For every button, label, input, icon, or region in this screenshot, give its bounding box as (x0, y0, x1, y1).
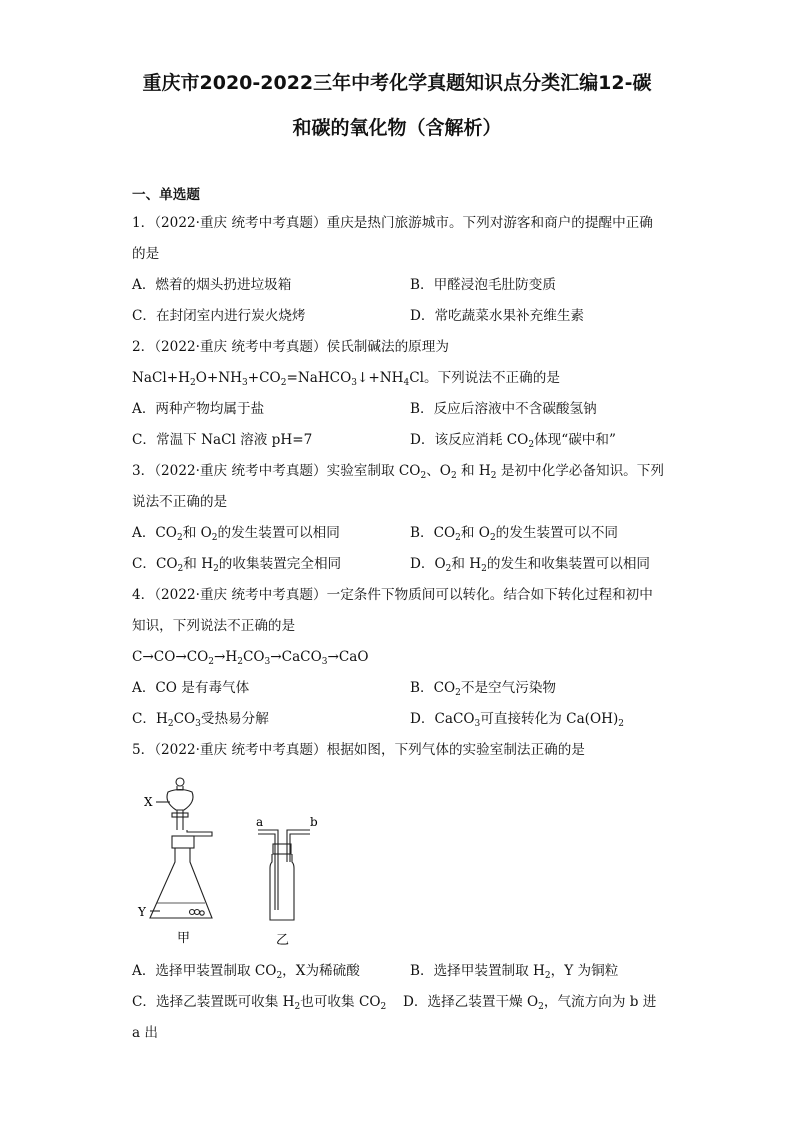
q1-option-b: B．甲醛浸泡毛肚防变质 (410, 277, 556, 293)
q5-stem: 5．（2022·重庆 统考中考真题）根据如图，下列气体的实验室制法正确的是 (132, 742, 585, 758)
q1-option-d: D．常吃蔬菜水果补充维生素 (410, 308, 585, 324)
section-heading: 一、单选题 (132, 187, 200, 203)
q4-option-d: D．CaCO$_3$可直接转化为 $Ca(OH)_2$ (410, 711, 625, 729)
label-yi: 乙 (276, 933, 290, 948)
particle (200, 911, 204, 915)
separatory-funnel-bulb (167, 790, 193, 811)
q3-stem-line1: 3．（2022·重庆 统考中考真题）实验室制取 $CO_2$、$O_2$ 和 $H_2$ 是初中化学必备知识。下列 (132, 463, 664, 481)
particle (190, 910, 195, 915)
label-a: a (256, 815, 264, 829)
q1-option-c: C．在封闭室内进行炭火烧烤 (132, 308, 306, 324)
bottle-stopper (273, 844, 291, 854)
q4-option-b: B．$CO_2$不是空气污染物 (410, 680, 557, 698)
q3-option-d: D．$O_2$和 $H_2$的发生和收集装置可以相同 (410, 556, 651, 574)
q4-option-a: A．CO 是有毒气体 (132, 680, 250, 696)
q2-stem-line1: 2．（2022·重庆 统考中考真题）侯氏制碱法的原理为 (132, 339, 449, 355)
q2-option-d: D．该反应消耗 $CO_2$体现“碳中和” (410, 432, 616, 450)
funnel-stopper (176, 778, 184, 786)
q2-option-a: A．两种产物均属于盐 (132, 401, 265, 417)
q5-option-c: C．选择乙装置既可收集 $H_2$也可收集 $CO_2$ (132, 994, 387, 1012)
gas-bottle (270, 854, 294, 920)
q4-stem-line2: 知识，下列说法不正确的是 (132, 618, 296, 634)
q4-stem-line1: 4．（2022·重庆 统考中考真题）一定条件下物质间可以转化。结合如下转化过程和初中 (132, 587, 653, 603)
particle (195, 910, 200, 915)
q1-stem-line1: 1．（2022·重庆 统考中考真题）重庆是热门旅游城市。下列对游客和商户的提醒中正确 (132, 215, 653, 231)
q3-option-b: B．$CO_2$和 $O_2$的发生装置可以不同 (410, 525, 619, 543)
stopcock (172, 813, 188, 817)
q4-chain: $C\to CO\to CO_2\to H_2CO_3\to CaCO_3\to CaO$ (132, 649, 369, 667)
doc-title-line2: 和碳的氧化物（含解析） (292, 117, 502, 139)
q5-option-b: B．选择甲装置制取 $H_2$，Y 为铜粒 (410, 963, 619, 981)
doc-title-line1: 重庆市2020-2022三年中考化学真题知识点分类汇编12-碳 (142, 72, 652, 94)
q1-option-a: A．燃着的烟头扔进垃圾箱 (132, 277, 292, 293)
q5-option-d: D．选择乙装置干燥 $O_2$，气流方向为 b 进 (403, 994, 657, 1012)
q5-apparatus-figure (130, 770, 350, 956)
q1-stem-line2: 的是 (132, 246, 160, 262)
q5-option-a: A．选择甲装置制取 $CO_2$，X为稀硫酸 (132, 963, 360, 981)
delivery-tube (187, 830, 212, 836)
conical-flask (150, 848, 212, 918)
label-b: b (310, 815, 318, 829)
q2-option-c: C．常温下 NaCl 溶液 pH=7 (132, 432, 313, 448)
label-y: Y (138, 905, 146, 919)
q5-option-d-continued: a 出 (132, 1025, 159, 1041)
q3-stem-line2: 说法不正确的是 (132, 494, 228, 510)
flask-stopper (172, 836, 194, 848)
apparatus-diagram (130, 770, 350, 952)
q2-equation: $NaCl+H_2O+NH_3+CO_2=NaHCO_3↓+NH_4Cl$。下列说法不正确的是 (132, 370, 560, 388)
label-jia: 甲 (177, 931, 191, 946)
label-x: X (144, 795, 153, 809)
tube-b-short-inner (290, 834, 310, 862)
q3-option-c: C．$CO_2$和 $H_2$的收集装置完全相同 (132, 556, 342, 574)
q2-option-b: B．反应后溶液中不含碳酸氢钠 (410, 401, 597, 417)
q4-option-c: C．$H_2CO_3$受热易分解 (132, 711, 269, 729)
q3-option-a: A．$CO_2$和 $O_2$的发生装置可以相同 (132, 525, 340, 543)
